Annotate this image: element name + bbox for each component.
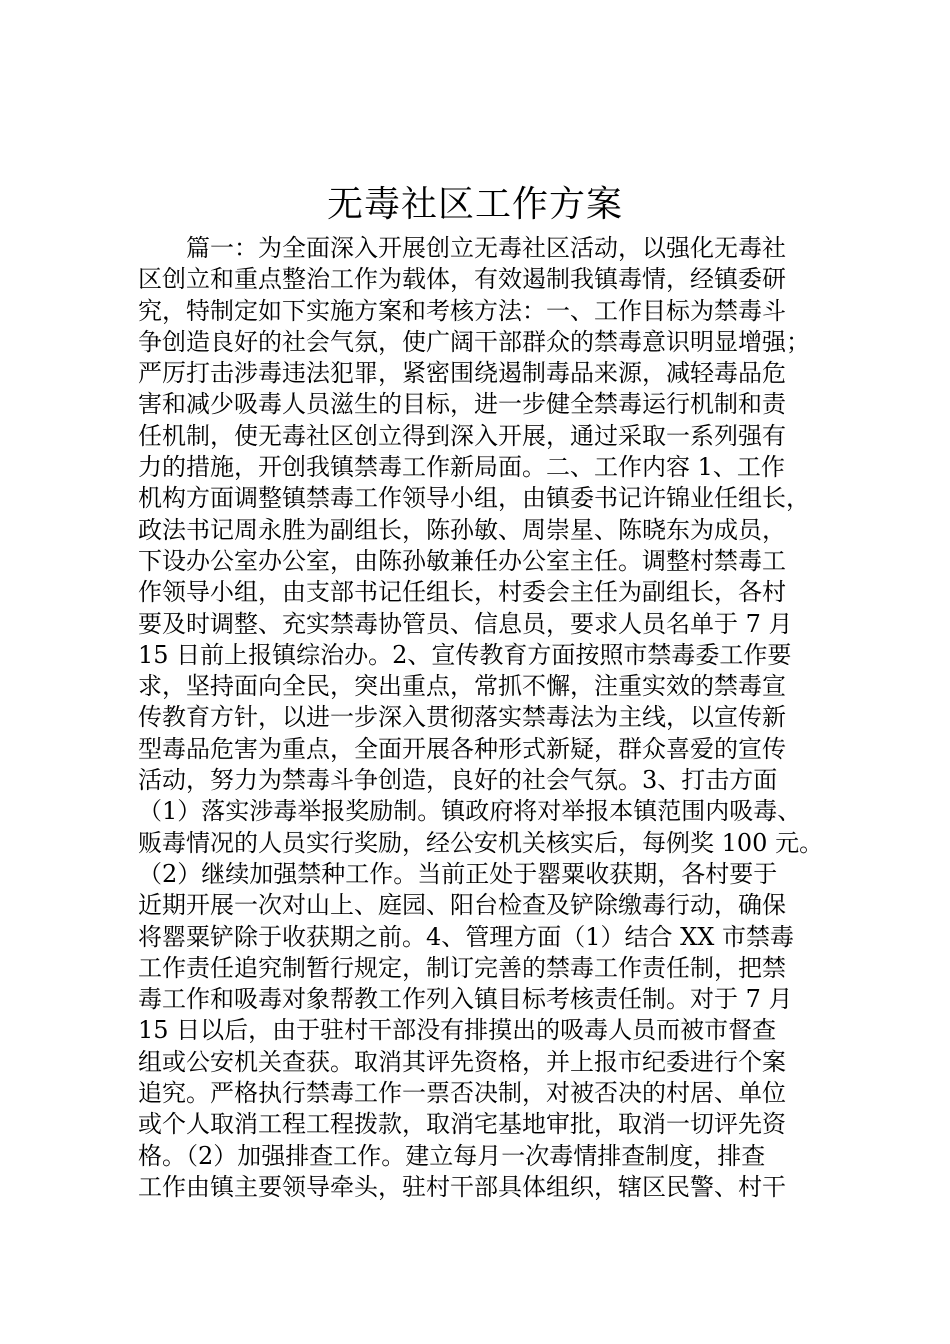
body-line: 组或公安机关查获。取消其评先资格，并上报市纪委进行个案 — [138, 1047, 786, 1076]
body-line: 力的措施，开创我镇禁毒工作新局面。二、工作内容 1、工作 — [138, 453, 785, 482]
document-body — [138, 233, 828, 1203]
body-line: 政法书记周永胜为副组长，陈孙敏、周崇星、陈晓东为成员， — [138, 515, 786, 544]
body-line: 15 日前上报镇综治办。2、宣传教育方面按照市禁毒委工作要 — [138, 640, 792, 669]
body-line: （2）继续加强禁种工作。当前正处于罂粟收获期，各村要于 — [138, 859, 778, 888]
body-line: 或个人取消工程工程拨款，取消宅基地审批，取消一切评先资 — [138, 1110, 786, 1139]
body-line: 争创造良好的社会气氛，使广阔干部群众的禁毒意识明显增强； — [138, 327, 810, 356]
body-line: 工作由镇主要领导牵头，驻村干部具体组织，辖区民警、村干 — [138, 1172, 786, 1201]
body-line: 毒工作和吸毒对象帮教工作列入镇目标考核责任制。对于 7 月 — [138, 985, 793, 1014]
body-line: 活动，努力为禁毒斗争创造，良好的社会气氛。3、打击方面 — [138, 766, 778, 795]
body-line: 近期开展一次对山上、庭园、阳台检查及铲除缴毒行动，确保 — [138, 891, 786, 920]
body-line: 贩毒情况的人员实行奖励，经公安机关核实后，每例奖 100 元。 — [138, 828, 824, 857]
body-line: 15 日以后，由于驻村干部没有排摸出的吸毒人员而被市督查 — [138, 1016, 777, 1045]
body-line: 区创立和重点整治工作为载体，有效遏制我镇毒情，经镇委研 — [138, 265, 786, 294]
document-title: 无毒社区工作方案 — [326, 184, 623, 225]
body-line: 传教育方针，以进一步深入贯彻落实禁毒法为主线，以宣传新 — [138, 703, 786, 732]
body-line: （1）落实涉毒举报奖励制。镇政府将对举报本镇范围内吸毒、 — [138, 797, 802, 826]
body-line: 追究。严格执行禁毒工作一票否决制，对被否决的村居、单位 — [138, 1079, 786, 1108]
body-line: 格。（2）加强排查工作。建立每月一次毒情排查制度，排查 — [138, 1141, 766, 1170]
body-line: 要及时调整、充实禁毒协管员、信息员，要求人员名单于 7 月 — [138, 609, 793, 638]
body-line: 究，特制定如下实施方案和考核方法：一、工作目标为禁毒斗 — [138, 296, 786, 325]
body-line: 害和减少吸毒人员滋生的目标，进一步健全禁毒运行机制和责 — [138, 390, 786, 419]
body-line: 机构方面调整镇禁毒工作领导小组，由镇委书记许锦业任组长， — [138, 484, 810, 513]
body-line: 作领导小组，由支部书记任组长，村委会主任为副组长，各村 — [138, 578, 786, 607]
body-line: 求，坚持面向全民，突出重点，常抓不懈，注重实效的禁毒宣 — [138, 672, 786, 701]
body-line: 篇一：为全面深入开展创立无毒社区活动，以强化无毒社 — [186, 234, 786, 262]
body-line: 下设办公室办公室，由陈孙敏兼任办公室主任。调整村禁毒工 — [138, 546, 786, 575]
body-line: 任机制，使无毒社区创立得到深入开展，通过采取一系列强有 — [138, 421, 786, 450]
body-line: 型毒品危害为重点，全面开展各种形式新疑，群众喜爱的宣传 — [138, 734, 786, 763]
body-line: 严厉打击涉毒违法犯罪，紧密围绕遏制毒品来源，减轻毒品危 — [138, 359, 786, 388]
body-line: 工作责任追究制暂行规定，制订完善的禁毒工作责任制，把禁 — [138, 953, 786, 982]
body-line: 将罂粟铲除于收获期之前。4、管理方面（1）结合 XX 市禁毒 — [138, 922, 794, 951]
